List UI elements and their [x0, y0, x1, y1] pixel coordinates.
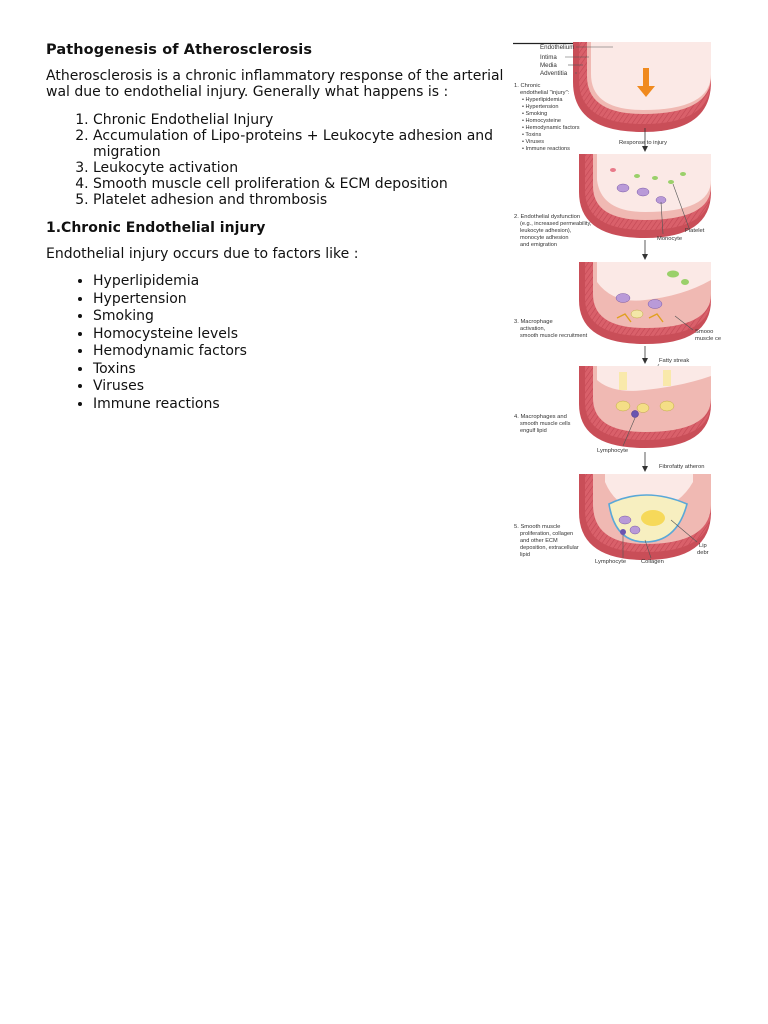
- atherosclerosis-diagram: [513, 42, 722, 565]
- stage3-caption: activation,: [520, 326, 546, 332]
- stage1-item: • Homocysteine: [522, 118, 561, 124]
- factors-list: [46, 273, 506, 413]
- intro-paragraph: Atherosclerosis is a chronic inflammatory response of the arterial wal due to endothelial injury. Generally what happens is :: [46, 68, 504, 100]
- monocyte-label: Monocyte: [657, 236, 683, 242]
- collagen-label: Collagen: [641, 559, 664, 565]
- page-title: Pathogenesis of Atherosclerosis: [46, 42, 313, 58]
- factor-item: • Toxins: [93, 361, 506, 379]
- step-item: 3. Leukocyte activation: [93, 160, 506, 176]
- stage2-caption: (e.g., increased permeability,: [520, 221, 592, 227]
- vessel-stage1: [565, 42, 711, 132]
- vessel-stage5: [579, 474, 711, 560]
- stage5-caption: lipid: [520, 552, 530, 558]
- platelet-label: Platelet: [685, 228, 705, 234]
- stage3-caption: smooth muscle recruitment: [520, 333, 588, 339]
- stage2-caption: 2. Endothelial dysfunction: [514, 214, 581, 220]
- vessel-stage4: [579, 366, 711, 448]
- fibrofatty-label: Fibrofatty atheron: [659, 464, 705, 470]
- factor-item: • Hypertension: [93, 291, 506, 309]
- layer-label: Endothelium: [540, 44, 575, 51]
- response-label: Response to injury: [619, 140, 668, 146]
- stage1-item: • Viruses: [522, 139, 545, 145]
- layer-label: Media: [540, 62, 557, 69]
- lymphocyte-label: Lymphocyte: [595, 559, 627, 565]
- stage5-caption: 5. Smooth muscle: [514, 524, 561, 530]
- layer-label: Adventitia: [540, 70, 568, 77]
- vessel-stage3: [579, 262, 714, 344]
- step-item: 4. Smooth muscle cell proliferation & ECM deposition: [93, 176, 506, 192]
- stage1-item: • Toxins: [522, 132, 542, 138]
- stage2-caption: and emigration: [520, 242, 558, 248]
- lymphocyte-label: Lymphocyte: [597, 448, 629, 454]
- section-lead: Endothelial injury occurs due to factors like :: [46, 246, 359, 262]
- step-item: 1. Chronic Endothelial Injury: [93, 112, 506, 128]
- smooth-muscle-label: Smooo: [695, 329, 714, 335]
- stage1-item: • Smoking: [522, 111, 548, 117]
- factor-item: • Hyperlipidemia: [93, 273, 506, 291]
- stage5-caption: deposition, extracellular: [520, 545, 579, 551]
- step-item: 5. Platelet adhesion and thrombosis: [93, 192, 506, 208]
- stage3-caption: 3. Macrophage: [514, 319, 553, 325]
- lymphocyte-cell: [632, 411, 639, 418]
- monocyte-cell: [617, 184, 629, 192]
- text-column: [46, 42, 506, 413]
- smooth-muscle-label: muscle ce: [695, 336, 722, 342]
- stage2-caption: leukocyte adhesion),: [520, 228, 572, 234]
- vessel-stage2: [579, 154, 711, 238]
- factor-item: • Homocysteine levels: [93, 326, 506, 344]
- stage5-caption: proliferation, collagen: [520, 531, 574, 537]
- factor-item: • Smoking: [93, 308, 506, 326]
- lipid-debris-label: Lip: [699, 543, 707, 549]
- steps-list: [46, 112, 506, 208]
- lipid-debris-label: debr: [697, 550, 709, 556]
- stage4-caption: engulf lipid: [520, 428, 547, 434]
- stage2-caption: monocyte adhesion: [520, 235, 569, 241]
- step-item: 2. Accumulation of Lipo-proteins + Leukocyte adhesion and migration: [93, 128, 506, 160]
- factor-item: • Immune reactions: [93, 396, 506, 414]
- stage1-item: • Hemodynamic factors: [522, 125, 580, 131]
- stage5-caption: and other ECM: [520, 538, 558, 544]
- factor-item: • Viruses: [93, 378, 506, 396]
- stage1-item: • Immune reactions: [522, 146, 570, 152]
- stage4-caption: 4. Macrophages and: [514, 414, 567, 420]
- stage1-item: • Hyperlipidemia: [522, 97, 563, 103]
- fatty-streak-label: Fatty streak: [659, 358, 690, 364]
- stage1-caption: 1. Chronic: [514, 83, 541, 89]
- factor-item: • Hemodynamic factors: [93, 343, 506, 361]
- atherosclerosis-figure: [513, 42, 722, 565]
- stage4-caption: smooth muscle cells: [520, 421, 571, 427]
- stage1-caption: endothelial "injury":: [520, 90, 570, 96]
- layer-label: Intima: [540, 54, 557, 61]
- section-heading: 1.Chronic Endothelial injury: [46, 220, 266, 236]
- stage1-item: • Hypertension: [522, 104, 559, 110]
